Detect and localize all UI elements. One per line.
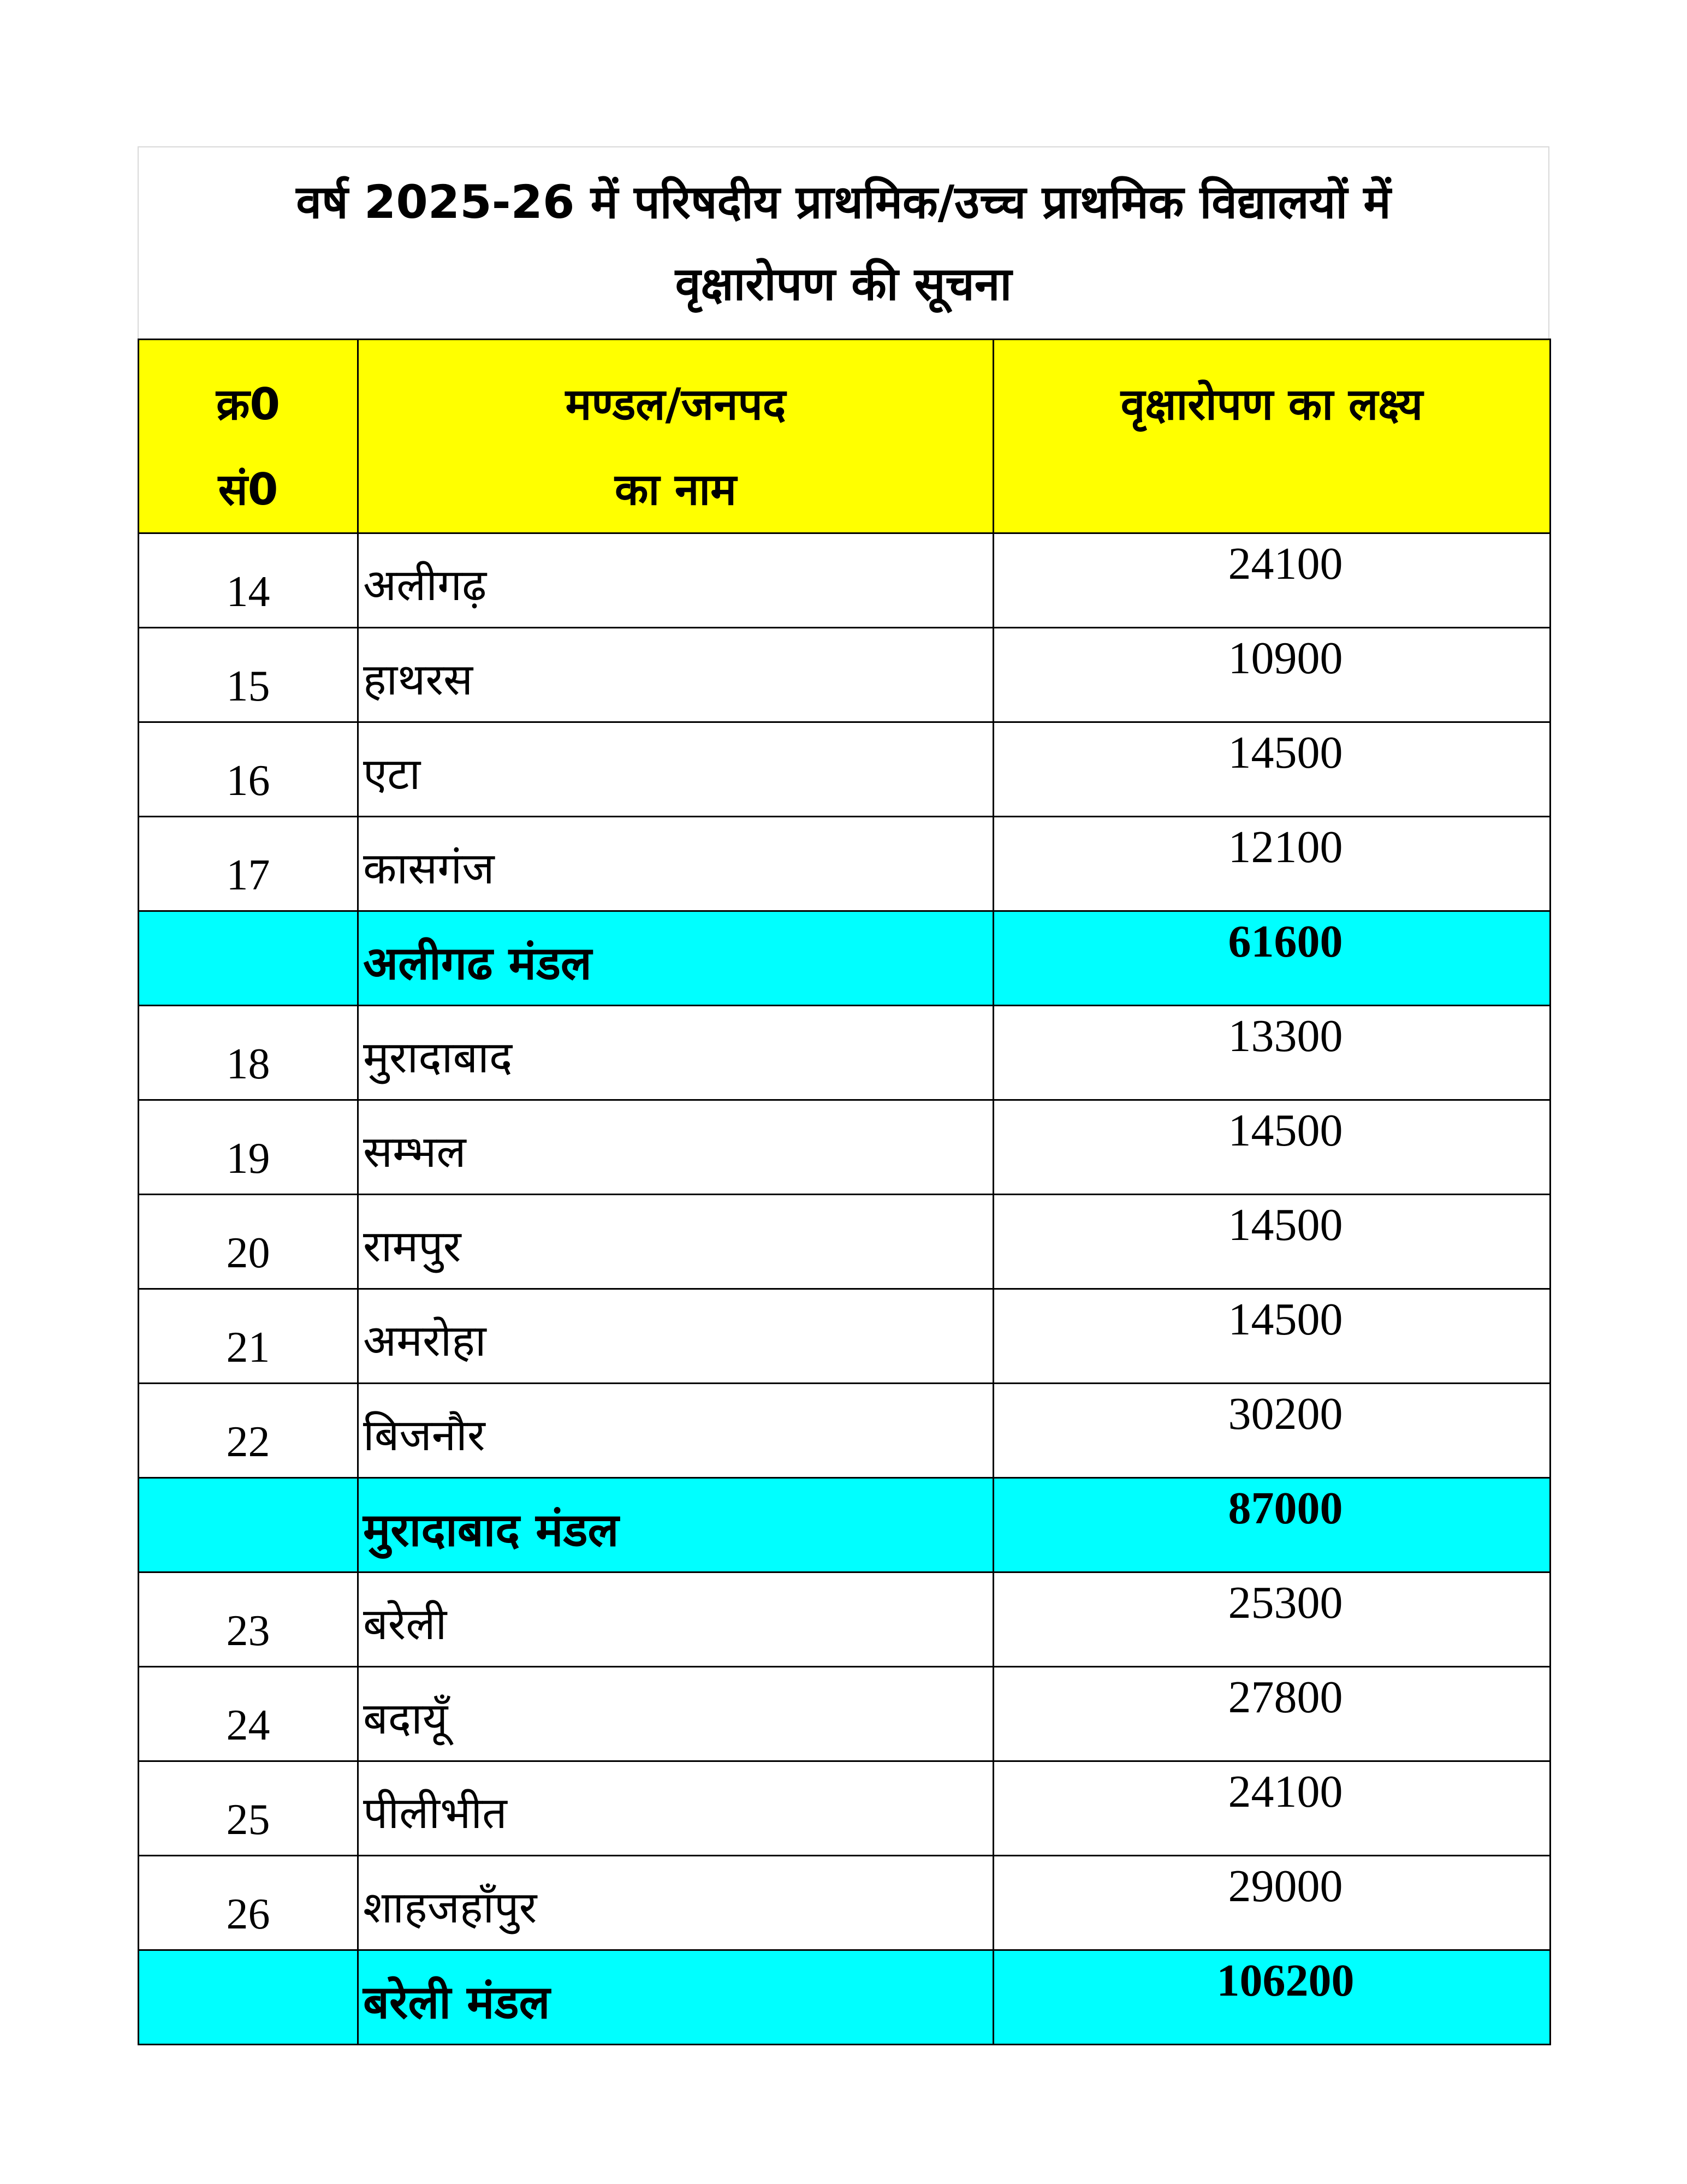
district-name-cell: कासगंज: [358, 817, 994, 911]
district-name-cell: शाहजहाँपुर: [358, 1856, 994, 1950]
target-value-cell: 14500: [994, 1195, 1551, 1289]
serial-number-cell: 15: [139, 628, 358, 722]
serial-number-cell: [139, 911, 358, 1006]
serial-number-cell: 17: [139, 817, 358, 911]
header-name-line-1: मण्डल/जनपद: [565, 379, 786, 430]
plantation-table: [138, 339, 1551, 2045]
serial-number-cell: [139, 1950, 358, 2045]
district-name-cell: एटा: [358, 722, 994, 817]
district-name-cell: अमरोहा: [358, 1289, 994, 1384]
table-row: [139, 1100, 1551, 1195]
serial-number-cell: 22: [139, 1384, 358, 1478]
subtotal-row: [139, 1950, 1551, 2045]
target-value-cell: 14500: [994, 722, 1551, 817]
target-value-cell: 30200: [994, 1384, 1551, 1478]
district-name-cell: रामपुर: [358, 1195, 994, 1289]
table-row: [139, 1572, 1551, 1667]
serial-number-cell: 18: [139, 1006, 358, 1100]
serial-number-cell: 21: [139, 1289, 358, 1384]
table-row: [139, 1195, 1551, 1289]
target-value-cell: 24100: [994, 1761, 1551, 1856]
header-sn-line-2: सं0: [218, 464, 278, 515]
table-row: [139, 1856, 1551, 1950]
serial-number-cell: 26: [139, 1856, 358, 1950]
document-sheet: [138, 146, 1549, 2045]
serial-number-cell: 19: [139, 1100, 358, 1195]
header-sn-line-1: क्र0: [216, 379, 281, 430]
district-name-cell: सम्भल: [358, 1100, 994, 1195]
district-name-cell: बिजनौर: [358, 1384, 994, 1478]
page-title-line-2: वृक्षारोपण की सूचना: [675, 257, 1012, 311]
serial-number-cell: 24: [139, 1667, 358, 1761]
table-row: [139, 1289, 1551, 1384]
target-value-cell: 106200: [994, 1950, 1551, 2045]
division-name-cell: मुरादाबाद मंडल: [358, 1478, 994, 1572]
district-name-cell: बदायूँ: [358, 1667, 994, 1761]
target-value-cell: 10900: [994, 628, 1551, 722]
target-value-cell: 61600: [994, 911, 1551, 1006]
table-row: [139, 817, 1551, 911]
serial-number-cell: 20: [139, 1195, 358, 1289]
page-title-line-1: वर्ष 2025-26 में परिषदीय प्राथमिक/उच्च प्राथमिक विद्यालयों में: [296, 175, 1391, 229]
target-value-cell: 25300: [994, 1572, 1551, 1667]
subtotal-row: [139, 911, 1551, 1006]
target-value-cell: 14500: [994, 1100, 1551, 1195]
target-value-cell: 14500: [994, 1289, 1551, 1384]
target-value-cell: 27800: [994, 1667, 1551, 1761]
table-row: [139, 1006, 1551, 1100]
table-body: [139, 533, 1551, 2045]
header-target-label: वृक्षारोपण का लक्ष्य: [1120, 379, 1423, 430]
division-name-cell: अलीगढ मंडल: [358, 911, 994, 1006]
header-name-line-2: का नाम: [615, 464, 736, 515]
serial-number-cell: 14: [139, 533, 358, 628]
target-value-cell: 87000: [994, 1478, 1551, 1572]
table-row: [139, 1667, 1551, 1761]
table-row: [139, 628, 1551, 722]
serial-number-cell: [139, 1478, 358, 1572]
header-name: [358, 340, 994, 533]
district-name-cell: मुरादाबाद: [358, 1006, 994, 1100]
division-name-cell: बरेली मंडल: [358, 1950, 994, 2045]
title-block: [138, 146, 1549, 339]
subtotal-row: [139, 1478, 1551, 1572]
district-name-cell: बरेली: [358, 1572, 994, 1667]
target-value-cell: 13300: [994, 1006, 1551, 1100]
header-serial-number: [139, 340, 358, 533]
table-row: [139, 1384, 1551, 1478]
target-value-cell: 12100: [994, 817, 1551, 911]
header-target: [994, 340, 1551, 533]
target-value-cell: 29000: [994, 1856, 1551, 1950]
target-value-cell: 24100: [994, 533, 1551, 628]
table-row: [139, 722, 1551, 817]
header-row: [139, 340, 1551, 533]
district-name-cell: अलीगढ़: [358, 533, 994, 628]
serial-number-cell: 23: [139, 1572, 358, 1667]
table-row: [139, 1761, 1551, 1856]
district-name-cell: हाथरस: [358, 628, 994, 722]
district-name-cell: पीलीभीत: [358, 1761, 994, 1856]
table-row: [139, 533, 1551, 628]
serial-number-cell: 25: [139, 1761, 358, 1856]
serial-number-cell: 16: [139, 722, 358, 817]
